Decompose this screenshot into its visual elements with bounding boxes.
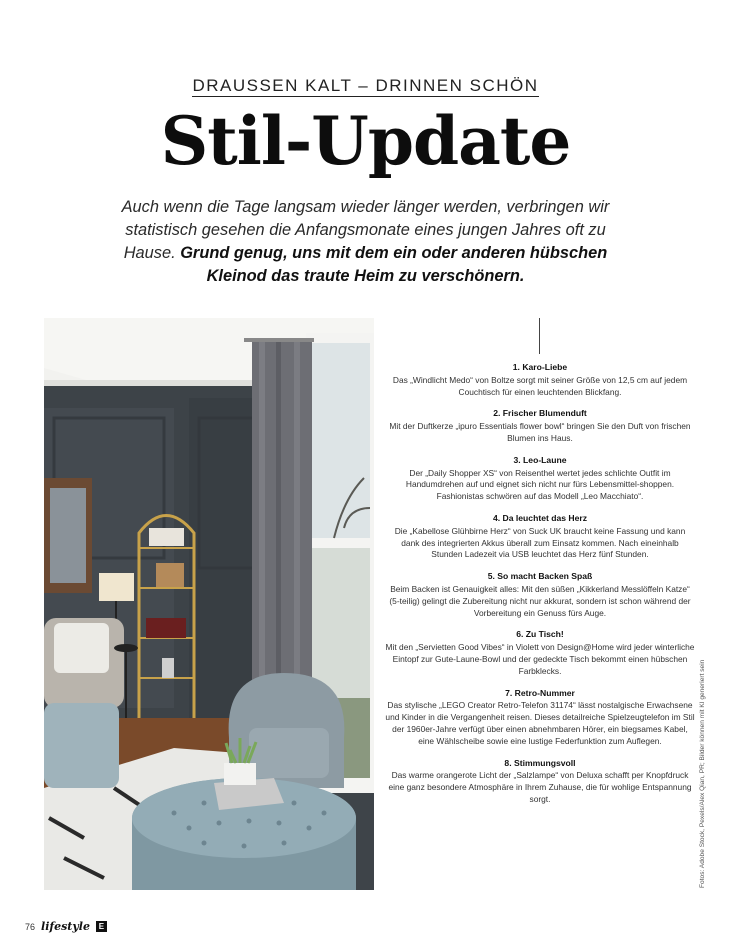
divider-line bbox=[539, 318, 540, 354]
lead-text: Auch wenn die Tage langsam wieder länger werden, verbringen wir statistisch gesehen die Anfangsmonate eines jungen Jahres oft zu Hause. bbox=[121, 198, 610, 262]
lead-bold: Grund genug, uns mit dem ein oder anderen hübschen Kleinod das traute Heim zu verschönern. bbox=[180, 244, 608, 285]
photo-credit: Fotos: Adobe Stock, Pexels/Alex Qian, PR; Bilder können mit KI generiert sein bbox=[699, 659, 706, 888]
item-text: Der „Daily Shopper XS“ von Reisenthel wertet jedes schlichte Outfit im Handumdrehen auf und eignet sich nicht nur fürs Lebensmittel-shoppen. Fashionistas schwören auf das Modell „Leo Macchiato“. bbox=[405, 467, 675, 502]
item-text: Beim Backen ist Genauigkeit alles: Mit den süßen „Kikkerland Messlöffeln Katze“ (5-teilig) gelingt die Zubereitung nicht nur akkurat, sondern ist schon während der Vorbereitung ein Genuss fürs Auge. bbox=[389, 583, 691, 618]
list-item bbox=[385, 629, 695, 677]
brand-logo-icon: E bbox=[96, 921, 107, 932]
product-list bbox=[385, 362, 695, 816]
item-text: Das „Windlicht Medo“ von Boltze sorgt mit seiner Größe von 12,5 cm auf jedem Couchtisch für einen leuchtenden Blickfang. bbox=[392, 374, 688, 397]
list-item bbox=[385, 455, 695, 503]
list-item bbox=[385, 362, 695, 398]
item-text: Das stylische „LEGO Creator Retro-Telefon 31174“ lässt nostalgische Erwachsene und Kinder in die Vergangenheit reisen. Dieses detailreiche Spielzeugtelefon im Stil der 1960er-Jahre verfügt über einen abnehmbaren Hörer, ein biegsames Kabel, eine Wählscheibe sowie eine lustige Federfunktion zum Auflegen. bbox=[385, 700, 695, 746]
brand-name: lifestyle bbox=[41, 920, 90, 933]
kicker: DRAUSSEN KALT – DRINNEN SCHÖN bbox=[192, 76, 539, 95]
item-text: Mit der Duftkerze „ipuro Essentials flower bowl“ bringen Sie den Duft von frischen Blumen ins Haus. bbox=[389, 421, 691, 443]
item-title: 1. Karo-Liebe bbox=[512, 362, 568, 372]
item-text: Das warme orangerote Licht der „Salzlampe“ von Deluxa schafft per Knopfdruck eine ganz besondere Atmosphäre in Ihrem Zuhause, die für wohlige Entspannung sorgt. bbox=[388, 770, 692, 804]
page-number: 76 bbox=[25, 921, 36, 932]
list-item bbox=[385, 758, 695, 806]
item-text: Mit den „Servietten Good Vibes“ in Violett von Design@Home wird jeder winterliche Eintopf zur Gute-Laune-Bowl und der gedeckte Tisch bekommt einen hübschen Farbklecks. bbox=[385, 642, 695, 676]
lead-paragraph bbox=[100, 196, 631, 288]
item-title: 3. Leo-Laune bbox=[513, 454, 567, 465]
item-title: 5. So macht Backen Spaß bbox=[487, 571, 593, 582]
list-item bbox=[385, 513, 695, 561]
item-title: 6. Zu Tisch! bbox=[516, 629, 564, 640]
item-title: 7. Retro-Nummer bbox=[505, 687, 575, 698]
living-room-illustration bbox=[44, 318, 374, 890]
list-item bbox=[385, 408, 695, 444]
page-title: Stil-Update bbox=[160, 102, 571, 180]
item-title: 4. Da leuchtet das Herz bbox=[492, 512, 588, 523]
list-item bbox=[385, 571, 695, 619]
list-item bbox=[385, 688, 695, 748]
item-title: 2. Frischer Blumenduft bbox=[493, 408, 587, 419]
item-text: Die „Kabellose Glühbirne Herz“ von Suck UK braucht keine Fassung und kann dank des integrierten Akkus überall zum Einsatz kommen. Nach eineinhalb Stunden Ladezeit via USB leuchtet das Herz fünf Stunden. bbox=[394, 525, 686, 560]
item-title: 8. Stimmungsvoll bbox=[504, 757, 576, 768]
living-room-photo bbox=[44, 318, 374, 890]
page-footer bbox=[25, 920, 107, 933]
